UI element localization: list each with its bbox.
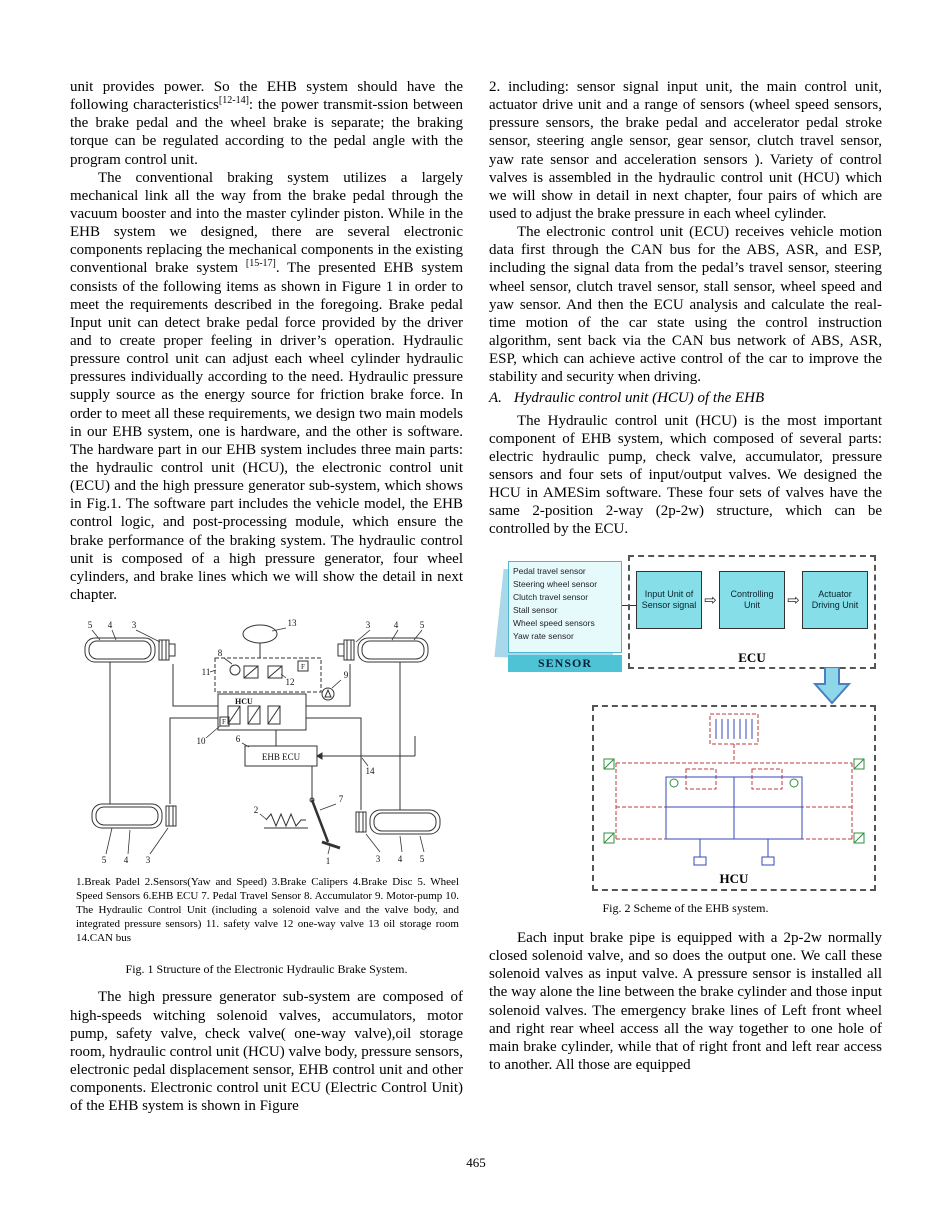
two-column-layout bbox=[70, 78, 882, 1115]
section-heading-a bbox=[489, 389, 882, 407]
paragraph bbox=[70, 169, 463, 604]
fig1-hcu-label: HCU bbox=[235, 697, 253, 707]
sensor-item: Stall sensor bbox=[513, 604, 558, 615]
sensor-box bbox=[508, 561, 622, 653]
paragraph-text: : the power transmit-ssion between the brake pedal and the wheel brake is separate; the braking torque can be regulated according to the pedal angle with the program control unit. bbox=[70, 97, 463, 168]
fig1-f-box-label: F bbox=[301, 663, 305, 672]
fig1-callout-12: 12 bbox=[285, 677, 295, 688]
left-column bbox=[70, 78, 463, 1115]
ecu-label: ECU bbox=[738, 649, 766, 665]
sensor-item: Yaw rate sensor bbox=[513, 630, 574, 641]
ecu-unit-actuator: Actuator Driving Unit bbox=[802, 571, 868, 629]
fig1-callout-3: 3 bbox=[365, 620, 371, 631]
oil-storage-room bbox=[243, 625, 277, 658]
hydraulic-schematic bbox=[596, 711, 874, 869]
right-column bbox=[489, 78, 882, 1115]
fig1-callout-8: 8 bbox=[217, 648, 223, 659]
fig1-callout-10: 10 bbox=[196, 736, 206, 747]
brake-circuit-lines bbox=[666, 719, 802, 865]
fig1-callout-5: 5 bbox=[419, 620, 425, 631]
fig1-callout-9: 9 bbox=[343, 670, 349, 681]
ecu-unit-input: Input Unit of Sensor signal bbox=[636, 571, 702, 629]
figure-1-title: Fig. 1 Structure of the Electronic Hydraulic Brake System. bbox=[125, 961, 408, 976]
figure-2 bbox=[489, 555, 882, 916]
figure-1-key: 1.Break Padel 2.Sensors(Yaw and Speed) 3.Brake Calipers 4.Brake Disc 5. Wheel Speed Sensors 6.EHB ECU 7. Pedal Travel Sensor 8. Accumulator 9. Motor-pump 10. The Hydraulic Control Unit (including a solenoid valve and the valve body, and integrated pressure sensors) 11. safety valve 12 one-way valve 13 oil storage room 14.CAN bus bbox=[76, 876, 459, 944]
paragraph-text: The conventional braking system utilizes a largely mechanical link all the way from the brake pedal through the vacuum booster and into the master cylinder piston. While in the EHB system we designed, there are several electronic components replacing the mechanical components in the existing conventional brake system bbox=[70, 169, 463, 277]
page-number: 465 bbox=[466, 1155, 486, 1170]
fig1-callout-3: 3 bbox=[145, 855, 151, 866]
fig1-ehb-ecu-label: EHB ECU bbox=[261, 752, 301, 763]
fig1-callout-13: 13 bbox=[287, 618, 297, 629]
fig1-f-box-label: F bbox=[222, 718, 226, 727]
sensor-item: Pedal travel sensor bbox=[513, 565, 586, 576]
figure-2-caption: Fig. 2 Scheme of the EHB system. bbox=[602, 900, 769, 915]
fig1-callout-14: 14 bbox=[365, 766, 375, 777]
fig1-callout-4: 4 bbox=[393, 620, 399, 631]
sensor-item: Clutch travel sensor bbox=[513, 591, 589, 602]
hcu-box bbox=[592, 705, 876, 891]
fig1-callout-5: 5 bbox=[101, 855, 107, 866]
citation-ref: [12-14] bbox=[218, 95, 249, 107]
section-title: Hydraulic control unit (HCU) of the EHB bbox=[513, 390, 765, 407]
hcu-unit bbox=[218, 694, 306, 730]
motor-pump bbox=[322, 688, 334, 700]
brake-lines bbox=[110, 662, 400, 810]
section-letter: A. bbox=[489, 390, 502, 407]
hcu-label: HCU bbox=[719, 870, 749, 886]
paragraph: Each input brake pipe is equipped with a 2p-2w normally closed solenoid valve, and so does the output one. We call these solenoid valves as input valve. A pressure sensor is installed all the way alone the line between the brake cylinder and those input solenoid valves. The emergency brake lines of Left front wheel and right rear wheel access all the way together to one hole of main brake cylinder, while that of right front and left rear access to another. All those are equipped bbox=[489, 930, 882, 1074]
paragraph: 2. including: sensor signal input unit, the main control unit, actuator drive unit and a range of sensors (wheel speed sensors, pressure sensors, the brake pedal and accelerator pedal stroke sensor, steering angle sensor, gear sensor, clutch travel sensor, yaw rate sensor and acceleration sensors ). Variety of control valves is assembled in the hydraulic control unit (HCU) which we will show in detail in next chapter, four pairs of which are used to adjust the brake pressure in each wheel cylinder. bbox=[489, 79, 882, 222]
arrow-right-icon: ⇨ bbox=[787, 590, 800, 609]
figure-2-diagram bbox=[494, 555, 877, 891]
fig1-callout-2: 2 bbox=[253, 805, 259, 816]
ecu-box bbox=[628, 555, 876, 669]
fig1-callout-7: 7 bbox=[338, 794, 344, 805]
fig1-callout-5: 5 bbox=[419, 854, 425, 865]
ecu-unit-controlling: Controlling Unit bbox=[719, 571, 785, 629]
paragraph: The high pressure generator sub-system are composed of high-speeds witching solenoid valves, accumulators, motor pump, safety valve, check valve( one-way valve),oil storage room, hydraulic control unit (HCU) valve body, pressure sensors, electronic pedal displacement sensor, EHB control unit and other components. Electronic control unit ECU (Electric Control Unit) of the EHB system is shown in Figure bbox=[70, 989, 463, 1115]
fig1-callout-4: 4 bbox=[107, 620, 113, 631]
fig1-callout-6: 6 bbox=[235, 734, 241, 745]
figure-1-diagram bbox=[70, 614, 463, 872]
sensor-item: Wheel speed sensors bbox=[513, 617, 595, 628]
down-arrow-icon bbox=[812, 667, 852, 705]
fig1-callout-11: 11 bbox=[201, 667, 211, 678]
fig1-callout-4: 4 bbox=[397, 854, 403, 865]
fig1-callout-3: 3 bbox=[375, 854, 381, 865]
paragraph: The Hydraulic control unit (HCU) is the most important component of EHB system, which composed of several parts: electric hydraulic pump, check valve, accumulator, pressure sensors and four sets of input/output valves. We designed the HCU in AMESim software. These four sets of valves have the same 2-position 2-way (2p-2w) structure, which can be controlled by the ECU. bbox=[489, 412, 882, 538]
wheel-front-left bbox=[85, 638, 175, 662]
fig1-callout-3: 3 bbox=[131, 620, 137, 631]
wheel-rear-right bbox=[356, 810, 440, 834]
sensor-item: Steering wheel sensor bbox=[513, 578, 598, 589]
paragraph: The electronic control unit (ECU) receives vehicle motion data first through the CAN bus for the ABS, ASR, and ESP, including the signal data from the pedal’s travel sensor, steering wheel sensor, clutch travel sensor, stall sensor, wheel speed and yaw sensor. And then the ECU analysis and calculate the real-time motion of the car state using the control instruction algorithm, sent back via the CAN bus network of ABS, ASR, ESP, which can achieve active control of the car to improve the stability and security when driving. bbox=[489, 224, 882, 386]
figure-1 bbox=[70, 614, 463, 976]
wheel-front-right bbox=[338, 638, 428, 662]
fig1-callout-1: 1 bbox=[325, 856, 331, 867]
wheel-rear-left bbox=[92, 804, 176, 828]
fig1-callout-4: 4 bbox=[123, 855, 129, 866]
paragraph bbox=[70, 78, 463, 169]
citation-ref: [15-17] bbox=[245, 258, 276, 270]
fig1-callout-5: 5 bbox=[87, 620, 93, 631]
paragraph-text: . The presented EHB system consists of the following items as shown in Figure 1 in order to meet the requirements described in the foregoing. Brake pedal Input unit can detect brake pedal force provided by the driver and to create proper feeling in driver’s operation. Hydraulic pressure control unit can adjust each wheel cylinder hydraulic pressures individually according to the need. Hydraulic pressure supply source as the energy source for friction brake force. In order to meet all these requirements, we design two main models in our EHB system, one is hardware, and the other is software. The hardware part in our EHB system includes three main parts: the hydraulic control unit (HCU), the electronic control unit (ECU) and the high pressure generator sub-system, which shows in Fig.1. The software part includes the vehicle model, the EHB control logic, and post-processing module, which ensure the brake performance of the braking system. The hydraulic control unit is composed of a high pressure generator, four wheel cylinders, and brake lines which we will show the detail in next chapter. bbox=[70, 260, 463, 603]
arrow-right-icon: ⇨ bbox=[704, 590, 717, 609]
sensor-label: SENSOR bbox=[508, 655, 622, 672]
paragraph-text: unit provides power. So the EHB system should have the following characteristics bbox=[70, 79, 463, 114]
